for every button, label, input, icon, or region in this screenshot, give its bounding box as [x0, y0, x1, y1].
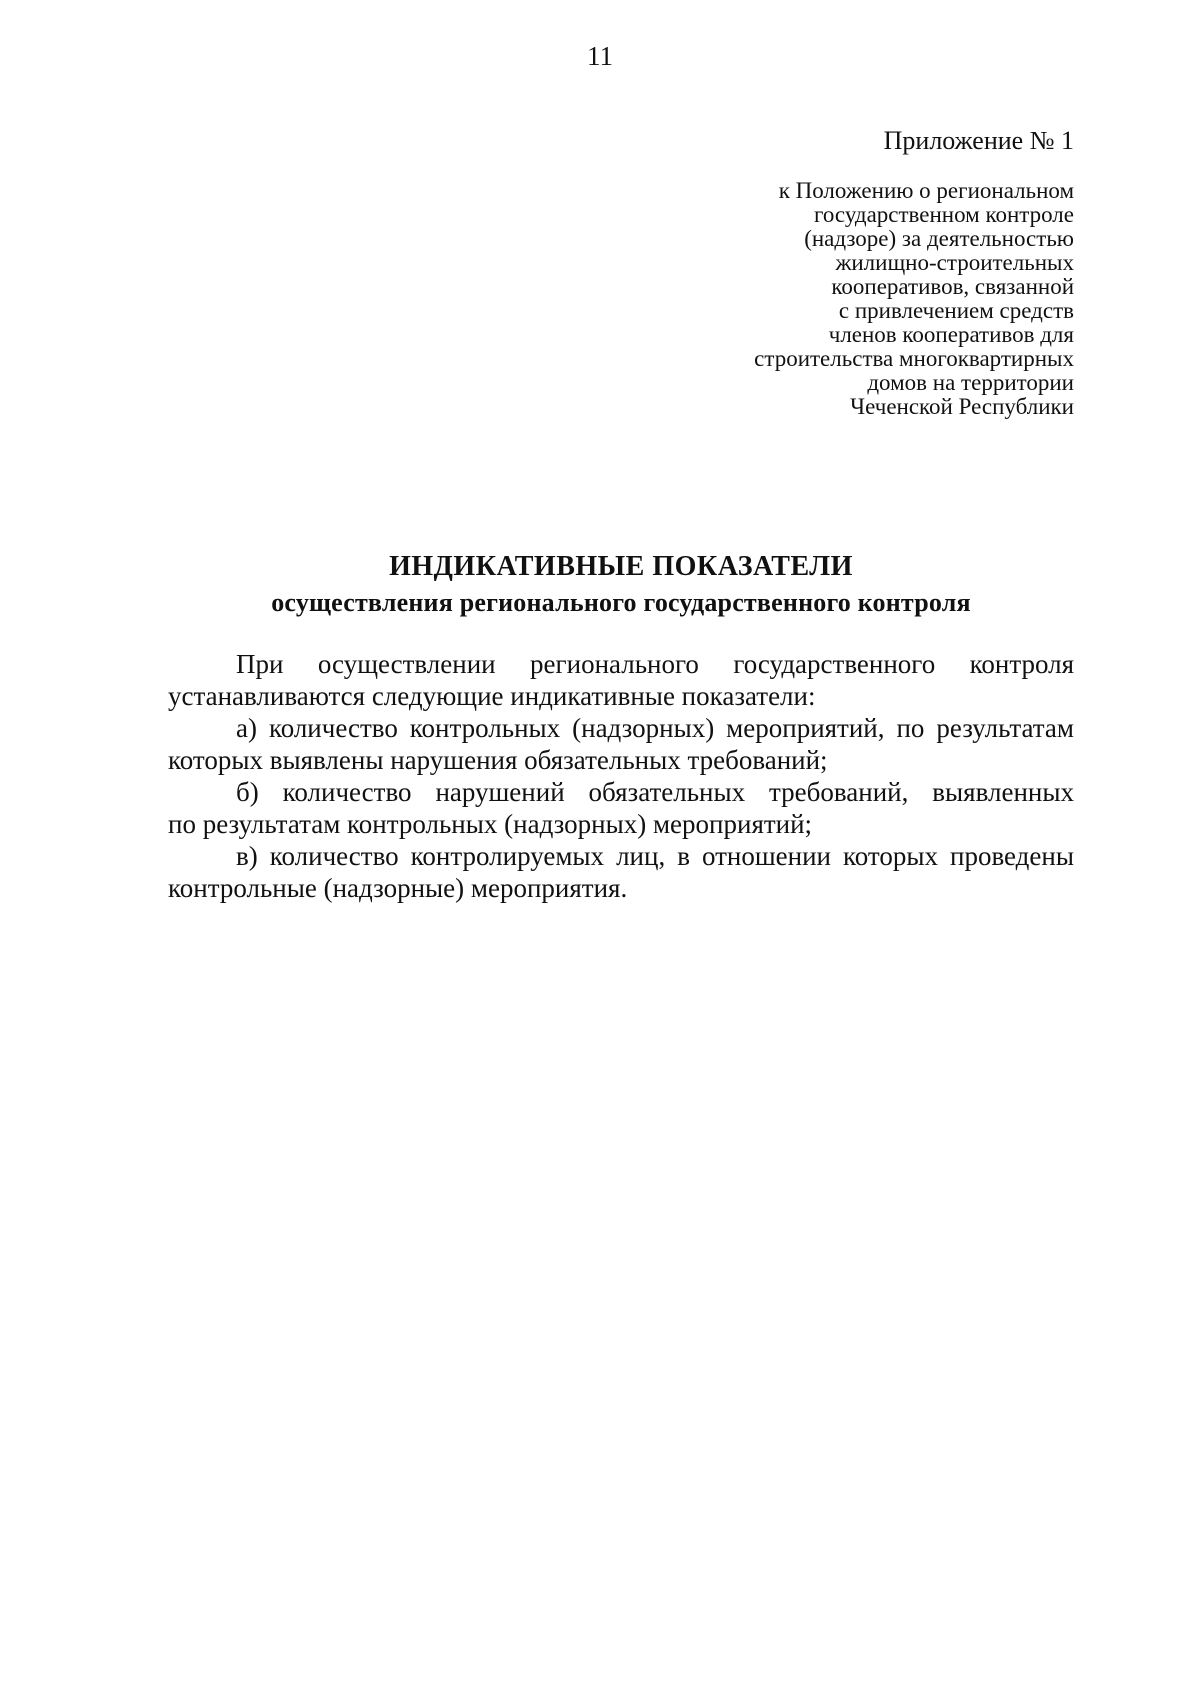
item-a-line-1: а) количество контрольных (надзорных) мероприятий, по результатам	[236, 713, 1074, 743]
item-a-line-2: которых выявлены нарушения обязательных требований;	[168, 745, 828, 775]
intro-line-2: устанавливаются следующие индикативные показатели:	[168, 681, 816, 711]
document-heading	[168, 550, 1074, 620]
item-c-line-2: контрольные (надзорные) мероприятия.	[168, 873, 628, 903]
page-number: 11	[587, 41, 613, 71]
intro-paragraph	[168, 648, 1074, 712]
indicator-item-c	[168, 840, 1074, 904]
item-b-line-2: по результатам контрольных (надзорных) мероприятий;	[168, 809, 813, 839]
appendix-line: кооперативов, связанной	[831, 274, 1074, 299]
indicator-item-a	[168, 712, 1074, 776]
appendix-line: с привлечением средств	[838, 298, 1074, 323]
appendix-line: жилищно-строительных	[835, 250, 1074, 275]
appendix-line: (надзоре) за деятельностью	[804, 226, 1074, 251]
item-b-line-1: б) количество нарушений обязательных требований, выявленных	[236, 777, 1074, 807]
item-c-line-1: в) количество контролируемых лиц, в отношении которых проведены	[236, 841, 1074, 871]
appendix-line: строительства многоквартирных	[754, 346, 1074, 371]
appendix-title: Приложение № 1	[883, 126, 1074, 155]
document-subtitle: осуществления регионального государственного контроля	[271, 588, 971, 617]
appendix-block	[654, 125, 1074, 419]
document-body	[168, 648, 1074, 904]
appendix-line: государственном контроле	[813, 202, 1074, 227]
appendix-line: членов кооперативов для	[828, 322, 1074, 347]
document-title: ИНДИКАТИВНЫЕ ПОКАЗАТЕЛИ	[389, 551, 853, 582]
appendix-line: Чеченской Республики	[850, 394, 1074, 419]
indicator-item-b	[168, 776, 1074, 840]
intro-line-1: При осуществлении регионального государственного контроля	[236, 649, 1074, 679]
appendix-line: к Положению о региональном	[778, 178, 1074, 203]
appendix-line: домов на территории	[867, 370, 1074, 395]
